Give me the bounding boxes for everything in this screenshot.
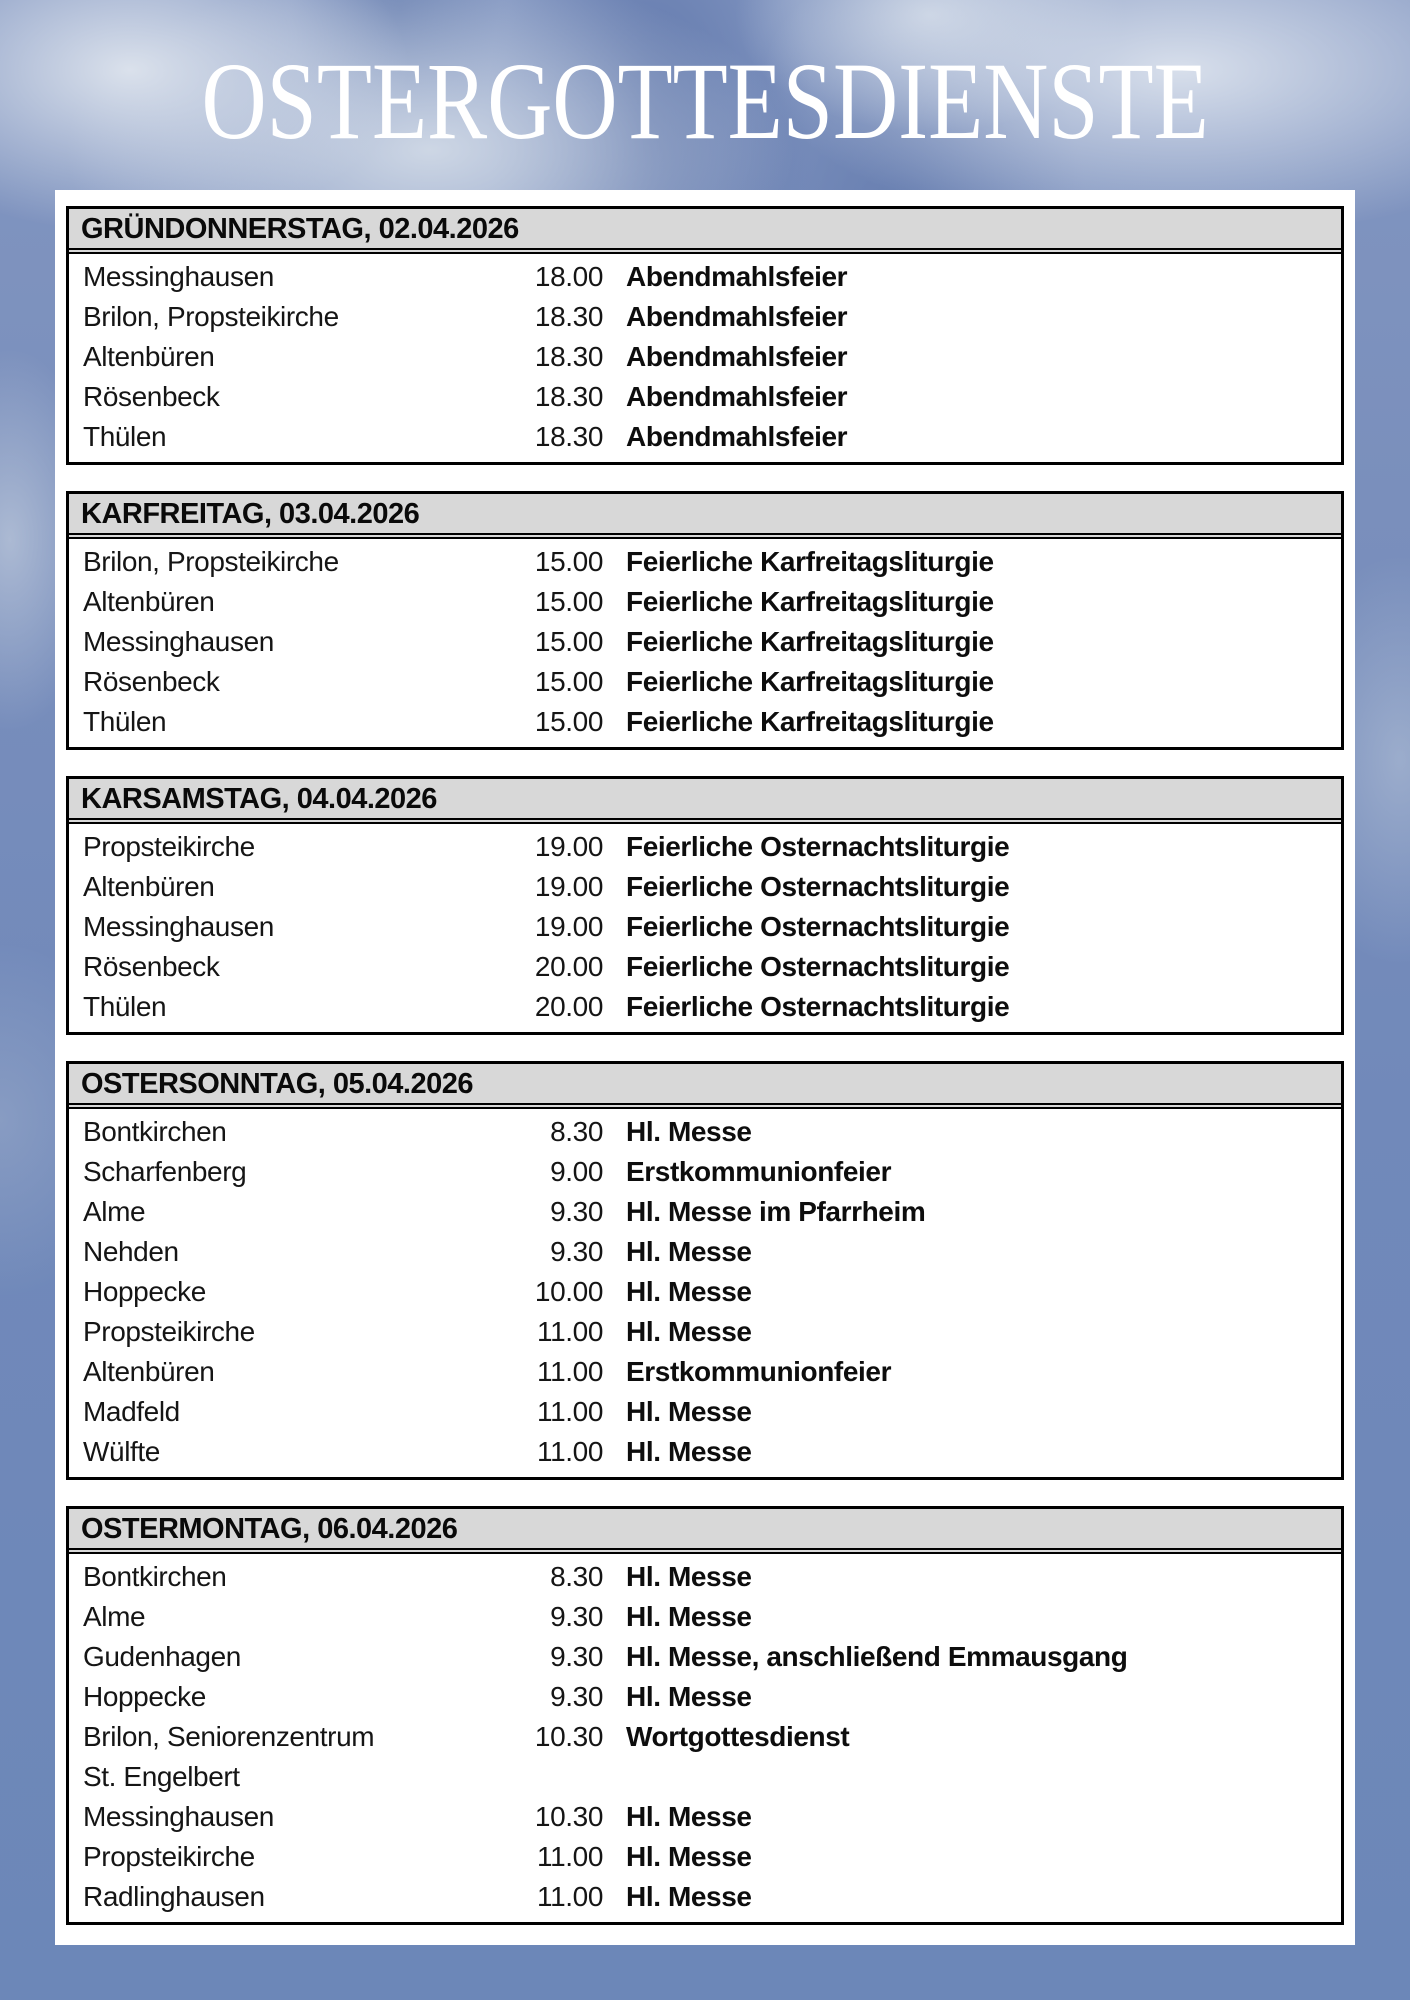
page-title-text: OSTERGOTTESDIENSTE <box>201 40 1209 162</box>
service-row <box>69 1152 1341 1192</box>
schedule-sections <box>66 206 1344 1925</box>
service-cell: Hl. Messe <box>626 1236 752 1267</box>
service-cell: Erstkommunionfeier <box>626 1356 892 1387</box>
service-row <box>69 622 1341 662</box>
service-cell: Hl. Messe <box>626 1681 752 1712</box>
service-cell: Feierliche Karfreitagsliturgie <box>626 706 994 737</box>
service-row <box>69 867 1341 907</box>
location-cell: Bontkirchen <box>83 1561 227 1592</box>
day-body <box>69 254 1341 462</box>
time-cell: 11.00 <box>537 1841 603 1872</box>
location-cell: Wülfte <box>83 1436 160 1467</box>
location-cell: Scharfenberg <box>83 1156 247 1187</box>
service-row <box>69 582 1341 622</box>
service-row <box>69 702 1341 742</box>
service-row <box>69 1432 1341 1472</box>
service-row <box>69 1677 1341 1717</box>
service-row <box>69 1597 1341 1637</box>
time-cell: 9.30 <box>550 1641 603 1672</box>
location-cell: Brilon, Seniorenzentrum St. Engelbert <box>83 1717 517 1797</box>
time-cell: 20.00 <box>534 951 603 982</box>
location-cell: Messinghausen <box>83 1801 274 1832</box>
service-cell: Hl. Messe <box>626 1801 752 1832</box>
service-day-table <box>66 1506 1344 1925</box>
service-day-table <box>66 1061 1344 1480</box>
time-cell: 11.00 <box>537 1356 603 1387</box>
service-cell: Wortgottesdienst <box>626 1721 850 1752</box>
service-cell: Erstkommunionfeier <box>626 1156 892 1187</box>
location-cell: Hoppecke <box>83 1681 206 1712</box>
time-cell: 9.30 <box>550 1196 603 1227</box>
time-cell: 8.30 <box>550 1116 603 1147</box>
service-row <box>69 1717 1341 1797</box>
service-cell: Feierliche Osternachtsliturgie <box>626 911 1010 942</box>
service-row <box>69 1797 1341 1837</box>
location-cell: Propsteikirche <box>83 831 255 862</box>
time-cell: 9.30 <box>550 1601 603 1632</box>
location-cell: Propsteikirche <box>83 1841 255 1872</box>
location-cell: Rösenbeck <box>83 666 220 697</box>
location-cell: Rösenbeck <box>83 951 220 982</box>
time-cell: 19.00 <box>534 911 603 942</box>
service-cell: Feierliche Karfreitagsliturgie <box>626 546 994 577</box>
time-cell: 15.00 <box>534 546 603 577</box>
service-row <box>69 257 1341 297</box>
time-cell: 15.00 <box>534 586 603 617</box>
time-cell: 11.00 <box>537 1436 603 1467</box>
service-cell: Hl. Messe <box>626 1316 752 1347</box>
service-row <box>69 1352 1341 1392</box>
time-cell: 18.30 <box>534 341 603 372</box>
location-cell: Gudenhagen <box>83 1641 241 1672</box>
service-row <box>69 1272 1341 1312</box>
time-cell: 10.30 <box>534 1721 603 1752</box>
service-row <box>69 1837 1341 1877</box>
location-cell: Nehden <box>83 1236 179 1267</box>
location-cell: Bontkirchen <box>83 1116 227 1147</box>
service-row <box>69 297 1341 337</box>
location-cell: Messinghausen <box>83 261 274 292</box>
location-cell: Messinghausen <box>83 626 274 657</box>
location-cell: Messinghausen <box>83 911 274 942</box>
time-cell: 11.00 <box>537 1881 603 1912</box>
day-header: OSTERSONNTAG, 05.04.2026 <box>69 1064 1341 1109</box>
day-body <box>69 1554 1341 1922</box>
time-cell: 9.00 <box>550 1156 603 1187</box>
service-cell: Hl. Messe <box>626 1276 752 1307</box>
service-row <box>69 377 1341 417</box>
service-cell: Feierliche Osternachtsliturgie <box>626 951 1010 982</box>
service-cell: Feierliche Osternachtsliturgie <box>626 871 1010 902</box>
time-cell: 18.30 <box>534 301 603 332</box>
service-row <box>69 827 1341 867</box>
location-cell: Hoppecke <box>83 1276 206 1307</box>
time-cell: 15.00 <box>534 626 603 657</box>
location-cell: Thülen <box>83 706 167 737</box>
service-cell: Hl. Messe <box>626 1436 752 1467</box>
location-line2: St. Engelbert <box>83 1761 240 1792</box>
service-cell: Hl. Messe, anschließend Emmausgang <box>626 1641 1128 1672</box>
day-header: GRÜNDONNERSTAG, 02.04.2026 <box>69 209 1341 254</box>
time-cell: 15.00 <box>534 706 603 737</box>
service-row <box>69 1312 1341 1352</box>
location-cell: Brilon, Propsteikirche <box>83 546 339 577</box>
day-body <box>69 1109 1341 1477</box>
time-cell: 20.00 <box>534 991 603 1022</box>
time-cell: 9.30 <box>550 1681 603 1712</box>
service-cell: Hl. Messe <box>626 1841 752 1872</box>
service-row <box>69 947 1341 987</box>
day-header: KARFREITAG, 03.04.2026 <box>69 494 1341 539</box>
service-cell: Hl. Messe <box>626 1881 752 1912</box>
service-row <box>69 907 1341 947</box>
service-cell: Hl. Messe <box>626 1396 752 1427</box>
page-title <box>0 40 1410 162</box>
time-cell: 10.00 <box>534 1276 603 1307</box>
service-row <box>69 1192 1341 1232</box>
service-row <box>69 1637 1341 1677</box>
location-cell: Altenbüren <box>83 586 215 617</box>
time-cell: 19.00 <box>534 871 603 902</box>
location-cell: Alme <box>83 1196 146 1227</box>
time-cell: 18.30 <box>534 421 603 452</box>
time-cell: 19.00 <box>534 831 603 862</box>
location-cell: Thülen <box>83 991 167 1022</box>
location-cell: Altenbüren <box>83 341 215 372</box>
location-cell: Radlinghausen <box>83 1881 265 1912</box>
location-cell: Rösenbeck <box>83 381 220 412</box>
time-cell: 11.00 <box>537 1396 603 1427</box>
location-cell: Alme <box>83 1601 146 1632</box>
day-body <box>69 824 1341 1032</box>
service-row <box>69 1877 1341 1917</box>
day-header: KARSAMSTAG, 04.04.2026 <box>69 779 1341 824</box>
time-cell: 11.00 <box>537 1316 603 1347</box>
location-cell: Propsteikirche <box>83 1316 255 1347</box>
day-body <box>69 539 1341 747</box>
time-cell: 18.00 <box>534 261 603 292</box>
service-day-table <box>66 206 1344 465</box>
day-header: OSTERMONTAG, 06.04.2026 <box>69 1509 1341 1554</box>
service-cell: Abendmahlsfeier <box>626 421 848 452</box>
service-cell: Hl. Messe im Pfarrheim <box>626 1196 926 1227</box>
service-row <box>69 337 1341 377</box>
service-row <box>69 987 1341 1027</box>
service-cell: Hl. Messe <box>626 1601 752 1632</box>
service-day-table <box>66 776 1344 1035</box>
time-cell: 9.30 <box>550 1236 603 1267</box>
service-cell: Feierliche Karfreitagsliturgie <box>626 586 994 617</box>
location-cell: Thülen <box>83 421 167 452</box>
service-cell: Abendmahlsfeier <box>626 341 848 372</box>
service-row <box>69 1232 1341 1272</box>
service-cell: Feierliche Osternachtsliturgie <box>626 991 1010 1022</box>
service-row <box>69 1392 1341 1432</box>
service-cell: Abendmahlsfeier <box>626 381 848 412</box>
service-row <box>69 1557 1341 1597</box>
service-day-table <box>66 491 1344 750</box>
service-cell: Hl. Messe <box>626 1116 752 1147</box>
content-sheet <box>55 190 1355 1945</box>
location-cell: Altenbüren <box>83 871 215 902</box>
location-cell: Brilon, Propsteikirche <box>83 301 339 332</box>
service-cell: Abendmahlsfeier <box>626 261 848 292</box>
location-cell: Altenbüren <box>83 1356 215 1387</box>
service-cell: Abendmahlsfeier <box>626 301 848 332</box>
service-cell: Feierliche Karfreitagsliturgie <box>626 666 994 697</box>
service-row <box>69 662 1341 702</box>
service-cell: Feierliche Osternachtsliturgie <box>626 831 1010 862</box>
service-row <box>69 542 1341 582</box>
location-cell: Madfeld <box>83 1396 180 1427</box>
time-cell: 18.30 <box>534 381 603 412</box>
time-cell: 10.30 <box>534 1801 603 1832</box>
service-row <box>69 417 1341 457</box>
service-row <box>69 1112 1341 1152</box>
time-cell: 15.00 <box>534 666 603 697</box>
service-cell: Hl. Messe <box>626 1561 752 1592</box>
service-cell: Feierliche Karfreitagsliturgie <box>626 626 994 657</box>
time-cell: 8.30 <box>550 1561 603 1592</box>
